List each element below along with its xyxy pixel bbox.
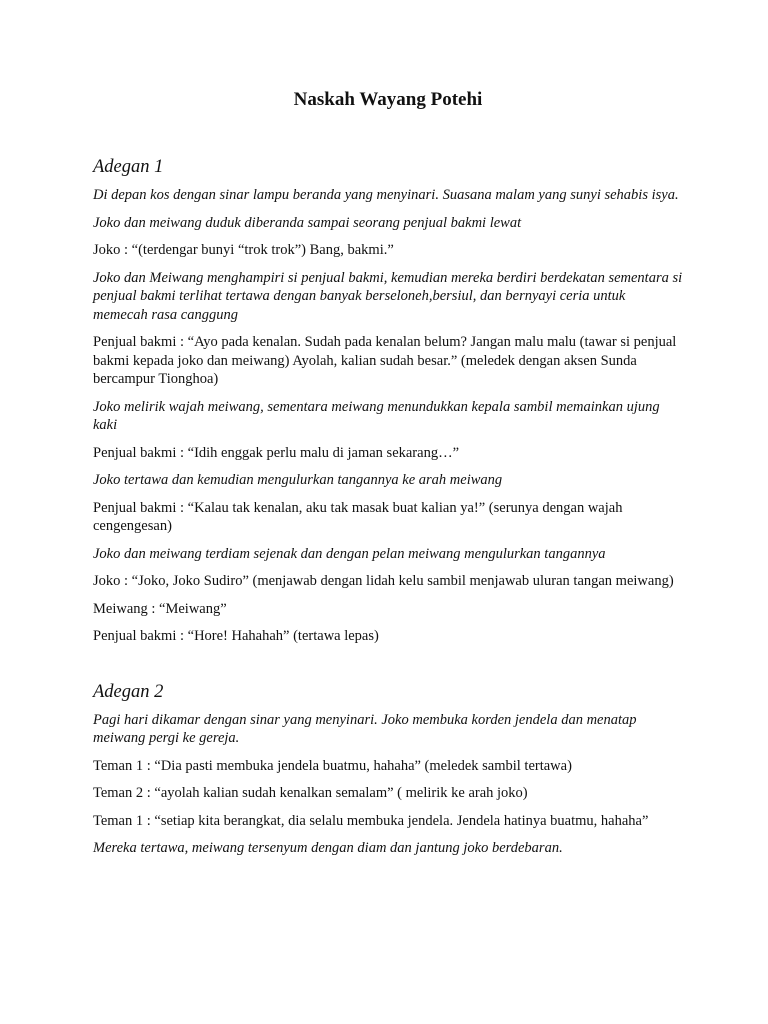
dialogue-line: Penjual bakmi : “Ayo pada kenalan. Sudah pada kenalan belum? Jangan malu malu (tawar si penjual bakmi kepada joko dan meiwang) Ayolah, kalian sudah besar.” (meledek dengan aksen Sunda bercampur Tionghoa) — [93, 334, 677, 387]
scene-2 — [93, 681, 683, 858]
stage-direction: Joko dan meiwang terdiam sejenak dan dengan pelan meiwang mengulurkan tangannya — [93, 545, 606, 562]
dialogue-line: Penjual bakmi : “Kalau tak kenalan, aku tak masak buat kalian ya!” (serunya dengan wajah cengengesan) — [93, 499, 623, 534]
scene-heading: Adegan 2 — [93, 681, 164, 702]
dialogue-line: Meiwang : “Meiwang” — [93, 600, 227, 617]
scene-1 — [93, 156, 683, 646]
dialogue-line: Teman 1 : “setiap kita berangkat, dia selalu membuka jendela. Jendela hatinya buatmu, hahaha” — [93, 812, 649, 829]
stage-direction: Joko dan Meiwang menghampiri si penjual bakmi, kemudian mereka berdiri berdekatan sementara si penjual bakmi terlihat tertawa dengan banyak berseloneh,bersiul, dan bernyayi ceria untuk memecah rasa canggung — [93, 269, 683, 323]
stage-direction: Di depan kos dengan sinar lampu beranda yang menyinari. Suasana malam yang sunyi sehabis isya. — [93, 187, 679, 203]
stage-direction: Pagi hari dikamar dengan sinar yang menyinari. Joko membuka korden jendela dan menatap meiwang pergi ke gereja. — [93, 711, 637, 746]
document-title: Naskah Wayang Potehi — [293, 89, 483, 110]
dialogue-line: Teman 2 : “ayolah kalian sudah kenalkan semalam” ( melirik ke arah joko) — [93, 785, 528, 801]
stage-direction: Mereka tertawa, meiwang tersenyum dengan diam dan jantung joko berdebaran. — [93, 840, 563, 856]
dialogue-line: Joko : “Joko, Joko Sudiro” (menjawab dengan lidah kelu sambil menjawab uluran tangan meiwang) — [93, 573, 674, 589]
scene-heading: Adegan 1 — [93, 157, 164, 177]
scenes-container — [93, 156, 683, 858]
dialogue-line: Teman 1 : “Dia pasti membuka jendela buatmu, hahaha” (meledek sambil tertawa) — [93, 757, 572, 774]
dialogue-line: Penjual bakmi : “Hore! Hahahah” (tertawa lepas) — [93, 628, 379, 644]
dialogue-line: Penjual bakmi : “Idih enggak perlu malu di jaman sekarang…” — [93, 444, 460, 461]
dialogue-line: Joko : “(terdengar bunyi “trok trok”) Bang, bakmi.” — [93, 242, 394, 258]
stage-direction: Joko tertawa dan kemudian mengulurkan tangannya ke arah meiwang — [93, 472, 503, 488]
document-page — [93, 86, 683, 867]
stage-direction: Joko dan meiwang duduk diberanda sampai seorang penjual bakmi lewat — [93, 214, 522, 231]
stage-direction: Joko melirik wajah meiwang, sementara meiwang menundukkan kepala sambil memainkan ujung kaki — [93, 398, 660, 433]
